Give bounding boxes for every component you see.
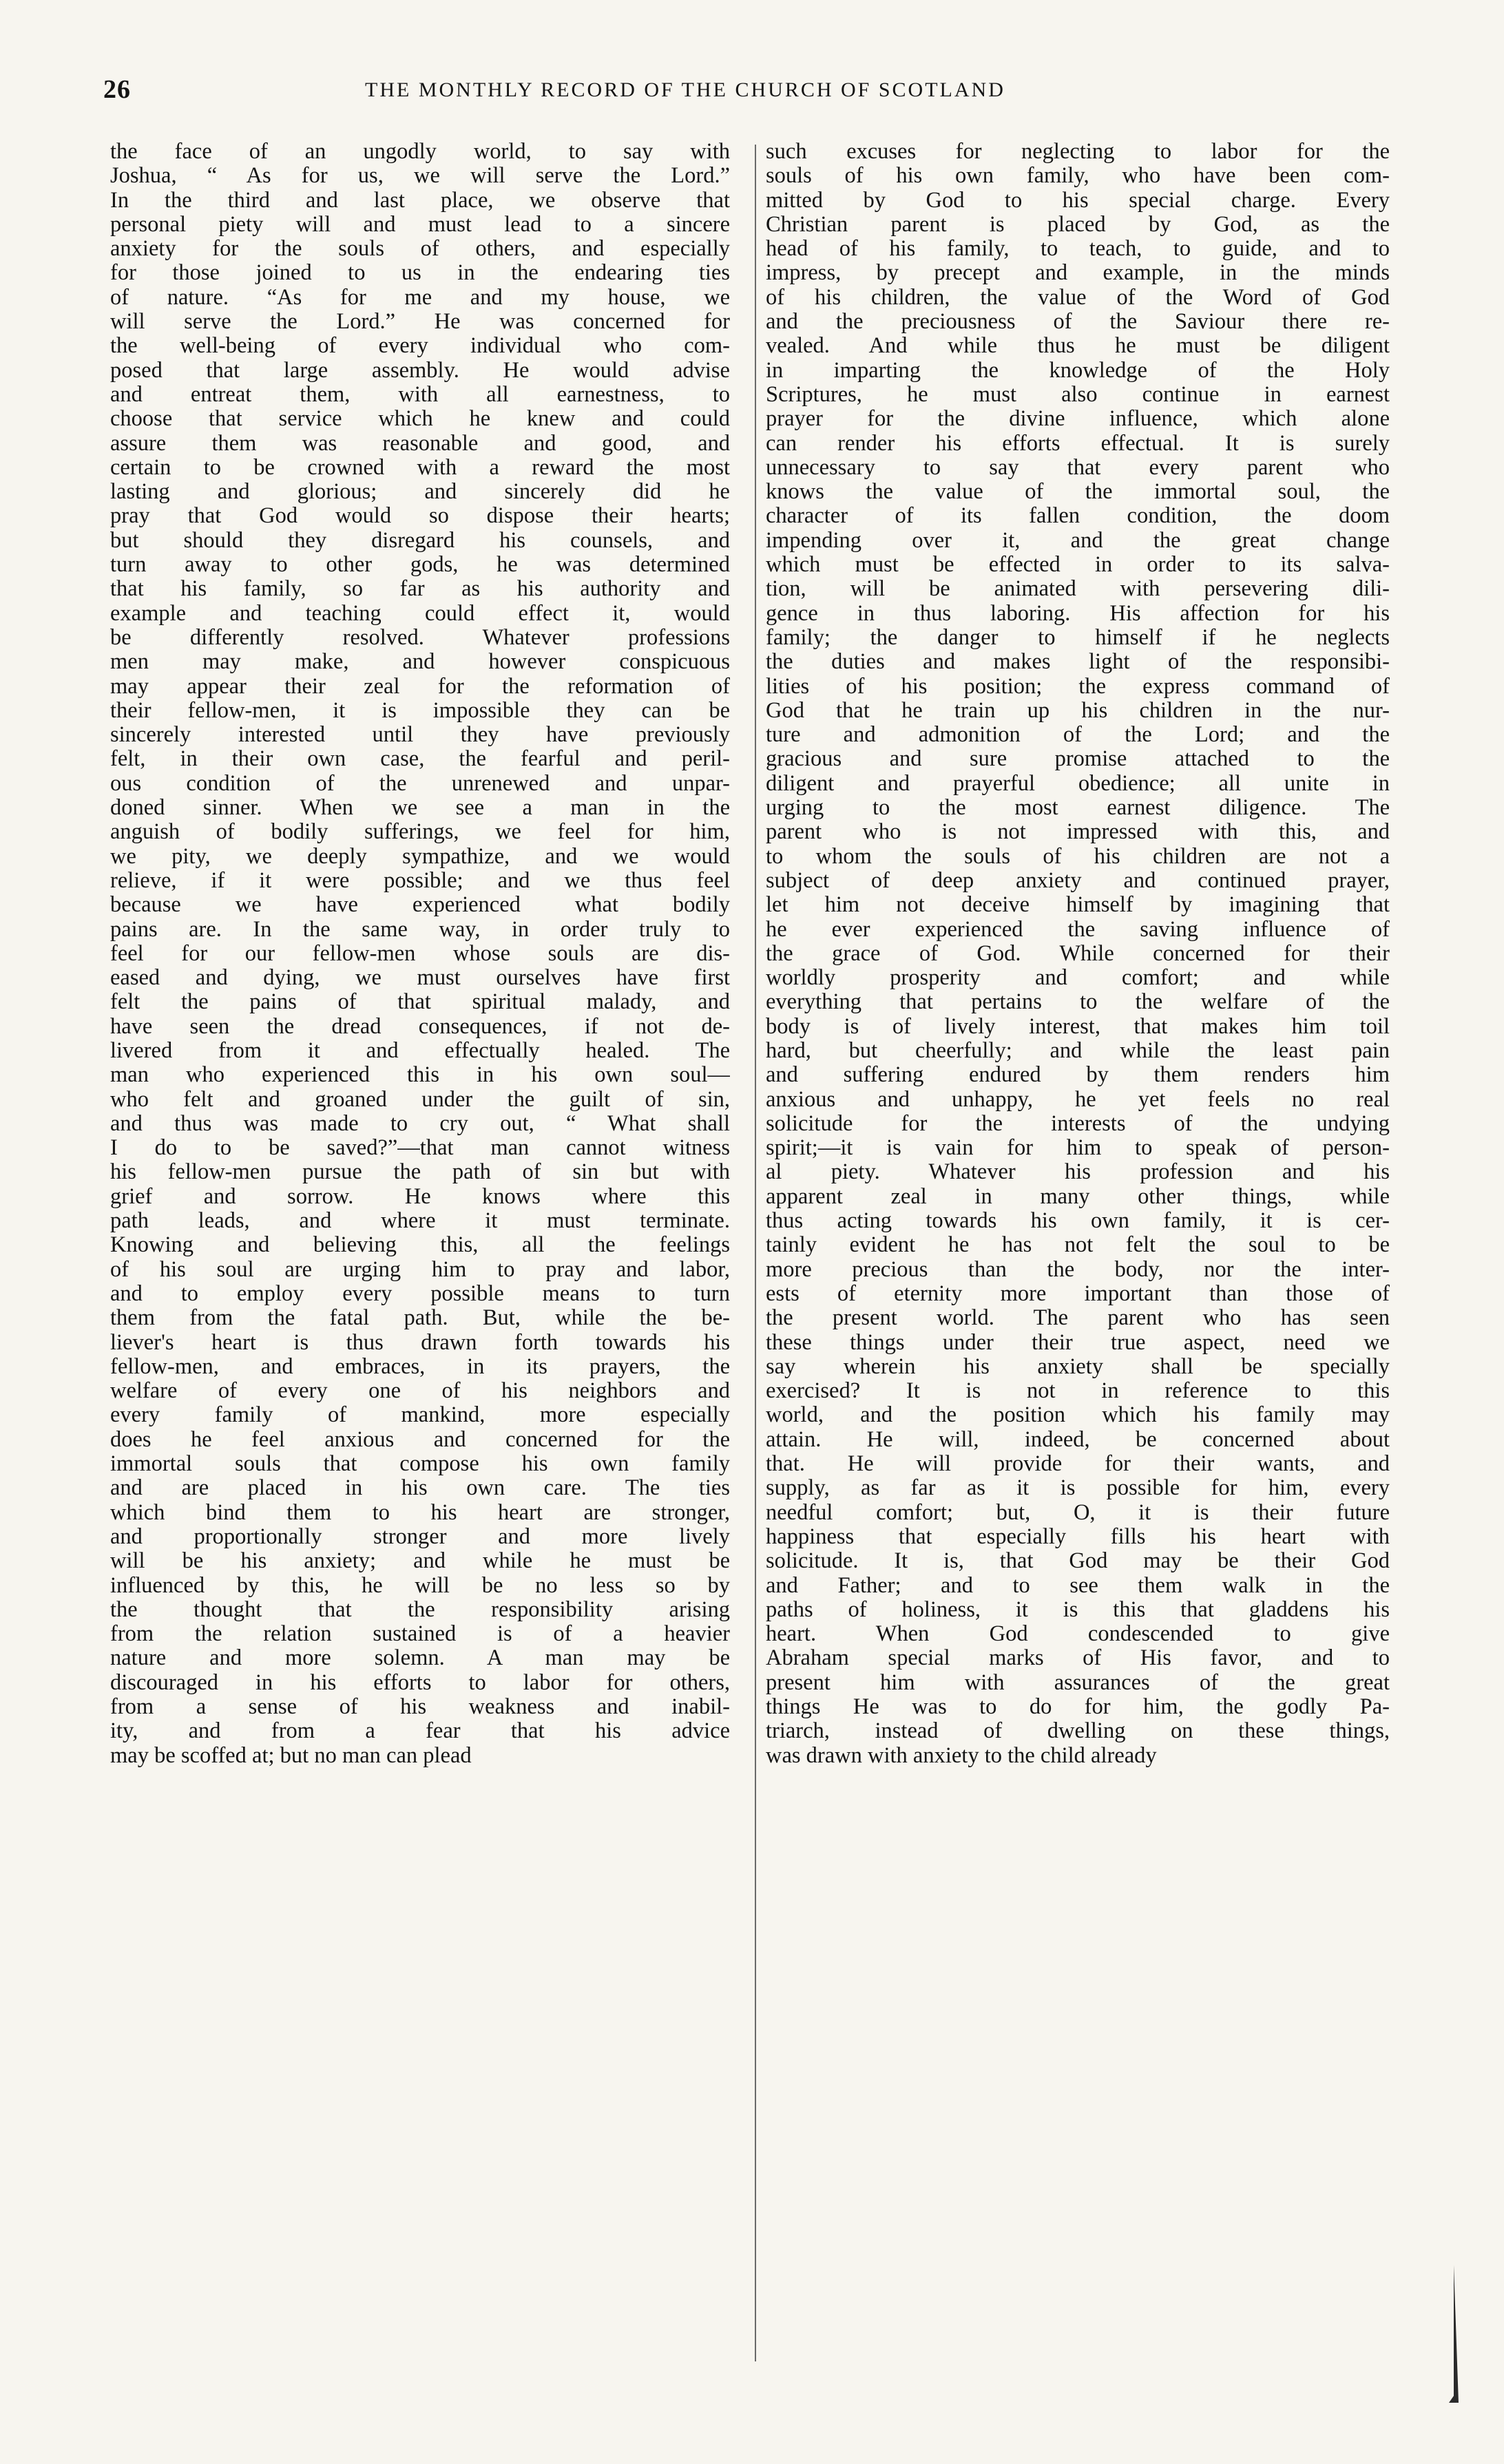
text-line: prayer for the divine influence, which alone: [766, 406, 1390, 432]
text-line: of his soul are urging him to pray and labor,: [110, 1256, 730, 1282]
text-line: and proportionally stronger and more lively: [110, 1524, 730, 1549]
text-line: livered from it and effectually healed. The: [110, 1038, 730, 1063]
text-line: and to employ every possible means to turn: [110, 1281, 730, 1306]
text-line: In the third and last place, we observe that: [110, 187, 730, 213]
text-line: discouraged in his efforts to labor for others,: [110, 1670, 730, 1695]
text-line: diligent and prayerful obedience; all unite in: [766, 770, 1390, 796]
text-line: solicitude for the interests of the undying: [766, 1110, 1390, 1136]
text-line: certain to be crowned with a reward the most: [110, 454, 730, 480]
text-line: pains are. In the same way, in order truly to: [110, 916, 730, 942]
text-line: may appear their zeal for the reformation of: [110, 673, 730, 699]
text-line: such excuses for neglecting to labor for the: [766, 140, 1390, 164]
left-column: [110, 140, 730, 2363]
text-line: but should they disregard his counsels, and: [110, 527, 730, 553]
text-line: these things under their true aspect, need we: [766, 1329, 1390, 1355]
text-line: hard, but cheerfully; and while the least pain: [766, 1038, 1390, 1063]
page-number: 26: [103, 75, 131, 104]
text-line: he ever experienced the saving influence of: [766, 916, 1390, 942]
text-line: present him with assurances of the great: [766, 1670, 1390, 1695]
text-line: from a sense of his weakness and inabil-: [110, 1694, 730, 1719]
text-line: solicitude. It is, that God may be their God: [766, 1548, 1390, 1574]
text-line: gence in thus laboring. His affection for his: [766, 600, 1390, 626]
text-line: and thus was made to cry out, “ What shall: [110, 1110, 730, 1136]
text-line: thus acting towards his own family, it is cer-: [766, 1208, 1390, 1234]
text-line: anguish of bodily sufferings, we feel for him,: [110, 819, 730, 845]
text-line: character of its fallen condition, the doom: [766, 503, 1390, 529]
text-line: example and teaching could effect it, would: [110, 600, 730, 626]
text-line: mitted by God to his special charge. Every: [766, 187, 1390, 213]
text-line: let him not deceive himself by imagining that: [766, 892, 1390, 918]
text-line: men may make, and however conspicuous: [110, 649, 730, 675]
text-line: Christian parent is placed by God, as the: [766, 211, 1390, 237]
text-line: will serve the Lord.” He was concerned for: [110, 309, 730, 335]
text-line: the grace of God. While concerned for their: [766, 940, 1390, 966]
text-line: things He was to do for him, the godly Pa-: [766, 1694, 1390, 1719]
text-line: Scriptures, he must also continue in earnest: [766, 381, 1390, 407]
text-line: in imparting the knowledge of the Holy: [766, 357, 1390, 383]
text-line: the well-being of every individual who com-: [110, 333, 730, 359]
text-line: unnecessary to say that every parent who: [766, 454, 1390, 480]
text-line: head of his family, to teach, to guide, and to: [766, 236, 1390, 262]
text-line: and the preciousness of the Saviour there re-: [766, 309, 1390, 335]
text-line: ests of eternity more important than those of: [766, 1281, 1390, 1306]
text-line: supply, as far as it is possible for him, every: [766, 1475, 1390, 1501]
text-line: worldly prosperity and comfort; and while: [766, 965, 1390, 991]
text-line: the duties and makes light of the responsibi-: [766, 649, 1390, 675]
text-line: personal piety will and must lead to a sincere: [110, 211, 730, 237]
right-column: [766, 140, 1390, 2363]
text-line: them from the fatal path. But, while the be-: [110, 1305, 730, 1331]
text-line: assure them was reasonable and good, and: [110, 430, 730, 456]
text-line: pray that God would so dispose their hearts;: [110, 503, 730, 529]
text-line: liever's heart is thus drawn forth towards his: [110, 1329, 730, 1355]
text-line: Knowing and believing this, all the feelings: [110, 1232, 730, 1258]
text-line: was drawn with anxiety to the child already: [766, 1742, 1157, 1768]
text-line: ity, and from a fear that his advice: [110, 1718, 730, 1744]
text-line: ture and admonition of the Lord; and the: [766, 722, 1390, 748]
text-line: relieve, if it were possible; and we thus feel: [110, 867, 730, 893]
text-line: say wherein his anxiety shall be specially: [766, 1354, 1390, 1379]
text-line: be differently resolved. Whatever professions: [110, 624, 730, 650]
text-line: anxiety for the souls of others, and especially: [110, 236, 730, 262]
text-line: subject of deep anxiety and continued prayer,: [766, 867, 1390, 893]
text-line: souls of his own family, who have been com-: [766, 163, 1390, 189]
running-title: THE MONTHLY RECORD OF THE CHURCH OF SCOTLAND: [365, 78, 1005, 101]
text-line: sincerely interested until they have previously: [110, 722, 730, 748]
text-line: immortal souls that compose his own family: [110, 1451, 730, 1477]
text-line: parent who is not impressed with this, and: [766, 819, 1390, 845]
text-line: apparent zeal in many other things, while: [766, 1183, 1390, 1209]
text-line: vealed. And while thus he must be diligent: [766, 333, 1390, 359]
text-line: triarch, instead of dwelling on these things,: [766, 1718, 1390, 1744]
text-line: path leads, and where it must terminate.: [110, 1208, 730, 1234]
text-line: grief and sorrow. He knows where this: [110, 1183, 730, 1209]
text-line: world, and the position which his family may: [766, 1402, 1390, 1428]
text-line: felt the pains of that spiritual malady, and: [110, 989, 730, 1015]
text-line: body is of lively interest, that makes him toil: [766, 1013, 1390, 1039]
text-line: from the relation sustained is of a heavier: [110, 1621, 730, 1647]
text-line: I do to be saved?”—that man cannot witness: [110, 1135, 730, 1161]
text-line: tion, will be animated with persevering dili-: [766, 576, 1390, 602]
text-line: feel for our fellow-men whose souls are dis-: [110, 940, 730, 966]
text-line: gracious and sure promise attached to the: [766, 746, 1390, 772]
text-line: urging to the most earnest diligence. The: [766, 795, 1390, 821]
text-line: the face of an ungodly world, to say with: [110, 140, 730, 164]
text-line: of nature. “As for me and my house, we: [110, 284, 730, 310]
text-line: turn away to other gods, he was determined: [110, 552, 730, 578]
page-header: [103, 74, 1384, 116]
text-line: impending over it, and the great change: [766, 527, 1390, 553]
text-line: can render his efforts effectual. It is surely: [766, 430, 1390, 456]
text-line: that. He will provide for their wants, and: [766, 1451, 1390, 1477]
text-line: lities of his position; the express command of: [766, 673, 1390, 699]
text-line: welfare of every one of his neighbors and: [110, 1378, 730, 1404]
text-line: knows the value of the immortal soul, the: [766, 479, 1390, 505]
text-line: nature and more solemn. A man may be: [110, 1645, 730, 1671]
text-line: that his family, so far as his authority and: [110, 576, 730, 602]
text-line: impress, by precept and example, in the minds: [766, 260, 1390, 286]
text-line: paths of holiness, it is this that gladdens his: [766, 1597, 1390, 1622]
text-line: heart. When God condescended to give: [766, 1621, 1390, 1647]
text-line: tainly evident he has not felt the soul to be: [766, 1232, 1390, 1258]
text-line: every family of mankind, more especially: [110, 1402, 730, 1428]
text-line: the present world. The parent who has seen: [766, 1305, 1390, 1331]
text-line: does he feel anxious and concerned for the: [110, 1426, 730, 1452]
text-line: needful comfort; but, O, it is their future: [766, 1499, 1390, 1525]
text-line: which must be effected in order to its salva-: [766, 552, 1390, 578]
margin-binding-mark: [1443, 2265, 1464, 2403]
text-line: Abraham special marks of His favor, and to: [766, 1645, 1390, 1671]
text-line: happiness that especially fills his heart with: [766, 1524, 1390, 1549]
text-line: everything that pertains to the welfare of the: [766, 989, 1390, 1015]
text-line: choose that service which he knew and could: [110, 406, 730, 432]
text-line: felt, in their own case, the fearful and peril-: [110, 746, 730, 772]
text-line: family; the danger to himself if he neglects: [766, 624, 1390, 650]
text-line: fellow-men, and embraces, in its prayers, the: [110, 1354, 730, 1379]
text-line: for those joined to us in the endearing ties: [110, 260, 730, 286]
text-line: the thought that the responsibility arising: [110, 1597, 730, 1622]
text-line: lasting and glorious; and sincerely did he: [110, 479, 730, 505]
text-line: Joshua, “ As for us, we will serve the Lord.”: [110, 163, 730, 189]
text-line: who felt and groaned under the guilt of sin,: [110, 1086, 730, 1112]
text-line: exercised? It is not in reference to this: [766, 1378, 1390, 1404]
text-line: and suffering endured by them renders him: [766, 1062, 1390, 1088]
column-divider: [755, 145, 756, 2361]
text-line: attain. He will, indeed, be concerned about: [766, 1426, 1390, 1452]
text-line: their fellow-men, it is impossible they can be: [110, 697, 730, 723]
text-line: and are placed in his own care. The ties: [110, 1475, 730, 1501]
text-line: his fellow-men pursue the path of sin but with: [110, 1159, 730, 1185]
text-line: and Father; and to see them walk in the: [766, 1572, 1390, 1598]
text-line: to whom the souls of his children are not a: [766, 843, 1390, 869]
text-line: God that he train up his children in the nur-: [766, 697, 1390, 723]
text-line: we pity, we deeply sympathize, and we would: [110, 843, 730, 869]
text-line: of his children, the value of the Word of God: [766, 284, 1390, 310]
text-line: posed that large assembly. He would advise: [110, 357, 730, 383]
text-line: and entreat them, with all earnestness, to: [110, 381, 730, 407]
text-line: because we have experienced what bodily: [110, 892, 730, 918]
text-line: have seen the dread consequences, if not de-: [110, 1013, 730, 1039]
text-line: doned sinner. When we see a man in the: [110, 795, 730, 821]
text-line: anxious and unhappy, he yet feels no real: [766, 1086, 1390, 1112]
text-line: which bind them to his heart are stronger,: [110, 1499, 730, 1525]
text-line: spirit;—it is vain for him to speak of person-: [766, 1135, 1390, 1161]
text-line: man who experienced this in his own soul—: [110, 1062, 730, 1088]
text-line: may be scoffed at; but no man can plead: [110, 1742, 472, 1768]
text-line: al piety. Whatever his profession and his: [766, 1159, 1390, 1185]
text-line: will be his anxiety; and while he must be: [110, 1548, 730, 1574]
text-line: more precious than the body, nor the inter-: [766, 1256, 1390, 1282]
text-line: influenced by this, he will be no less so by: [110, 1572, 730, 1598]
text-line: ous condition of the unrenewed and unpar-: [110, 770, 730, 796]
text-line: eased and dying, we must ourselves have first: [110, 965, 730, 991]
